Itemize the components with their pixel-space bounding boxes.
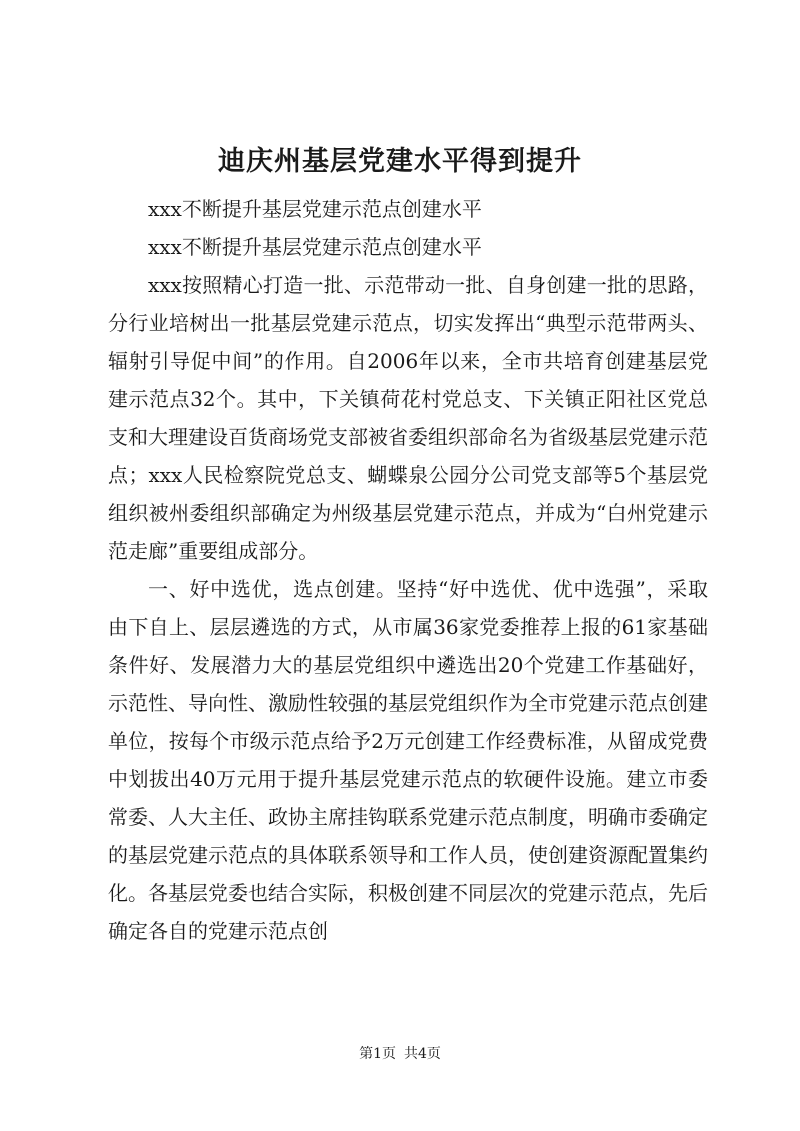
document-body: [108, 190, 708, 950]
subtitle-line-2: xxx不断提升基层党建示范点创建水平: [148, 235, 482, 259]
page-total: 共4页: [404, 1046, 441, 1062]
section-one-paragraph: 一、好中选优，选点创建。坚持“好中选优、优中选强”，采取由下自上、层层遴选的方式，从市属36家党委推荐上报的61家基础条件好、发展潜力大的基层党组织中遴选出20个党建工作基础好，示范性、导向性、激励性较强的基层党组织作为全市党建示范点创建单位，按每个市级示范点给予2万元创建工作经费标准，从留成党费中划拔出40万元用于提升基层党建示范点的软硬件设施。建立市委常委、人大主任、政协主席挂钩联系党建示范点制度，明确市委确定的基层党建示范点的具体联系领导和工作人员，使创建资源配置集约化。各基层党委也结合实际，积极创建不同层次的党建示范点，先后确定各自的党建示范点创: [108, 577, 708, 943]
subtitle-line-1: xxx不断提升基层党建示范点创建水平: [148, 197, 482, 221]
document-title: 迪庆州基层党建水平得到提升: [218, 146, 582, 177]
page-number: 第1页: [359, 1046, 396, 1062]
page-footer: [0, 1044, 800, 1064]
intro-paragraph: xxx按照精心打造一批、示范带动一批、自身创建一批的思路，分行业培树出一批基层党建示范点，切实发挥出“典型示范带两头、辐射引导促中间”的作用。自2006年以来，全市共培育创建基层党建示范点32个。其中，下关镇荷花村党总支、下关镇正阳社区党总支和大理建设百货商场党支部被省委组织部命名为省级基层党建示范点；xxx人民检察院党总支、蝴蝶泉公园分公司党支部等5个基层党组织被州委组织部确定为州级基层党建示范点，并成为“白州党建示范走廊”重要组成部分。: [108, 273, 708, 563]
